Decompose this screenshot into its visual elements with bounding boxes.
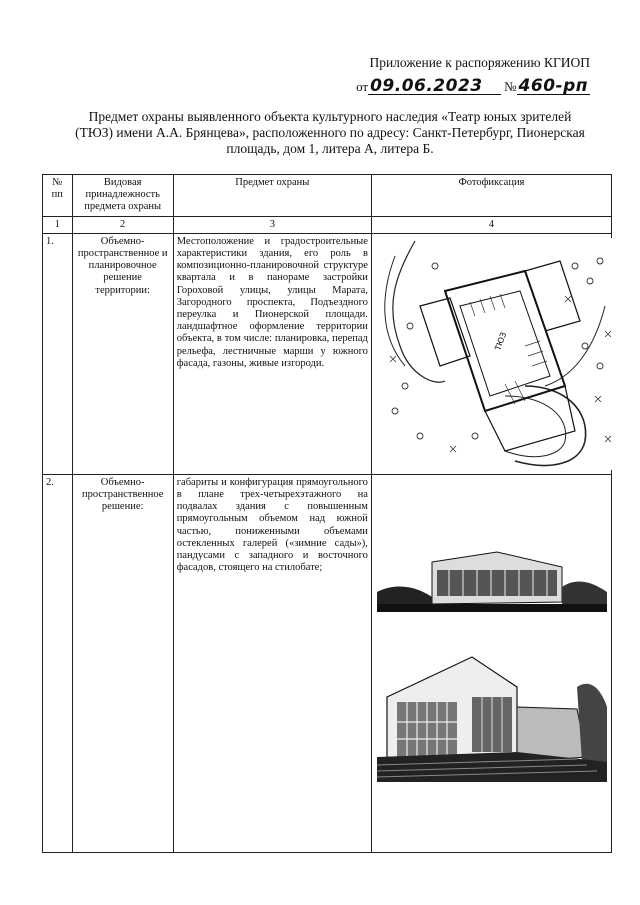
column-number: 1: [43, 216, 73, 233]
column-header-photo: Фотофиксация: [371, 175, 611, 217]
table-header-row: [43, 175, 612, 217]
order-date: 09.06.2023: [370, 76, 483, 96]
row-category: Объемно-пространственное решение:: [72, 474, 173, 852]
column-header-category: Видовая принадлежность предмета охраны: [72, 175, 173, 217]
column-number: 2: [72, 216, 173, 233]
column-number-row: [43, 216, 612, 233]
column-header-subject: Предмет охраны: [173, 175, 371, 217]
building-photo-2: [377, 647, 607, 782]
document-header: [356, 55, 590, 95]
column-number: 4: [371, 216, 611, 233]
from-label: от: [356, 79, 369, 94]
column-header-number: № пп: [43, 175, 73, 217]
site-plan-image: [375, 236, 621, 472]
photo-cell: [371, 474, 611, 852]
row-number: 1.: [43, 233, 73, 474]
row-subject: габариты и конфигурация прямоугольного в плане трех-четырехэтажного на подвалах здания с повышенным прямоугольным объемом над южной частью, пониженными объемами остекленных галерей («зимние сады»), пандусами с западного и восточного фасадов, стоящего на стилобате;: [173, 474, 371, 852]
table-row: [43, 474, 612, 852]
order-number: 460-рп: [518, 76, 588, 96]
order-reference: [356, 76, 590, 96]
row-category: Объемно-пространственное и планировочное решение территории:: [72, 233, 173, 474]
number-label: №: [504, 79, 517, 94]
table-row: [43, 233, 612, 474]
svg-text:ТЮЗ: ТЮЗ: [493, 330, 509, 352]
building-photo-1: [377, 532, 607, 612]
document-title: Предмет охраны выявленного объекта культурного наследия «Театр юных зрителей (ТЮЗ) имени А.А. Брянцева», расположенного по адресу: Санкт-Петербург, Пионерская площадь, дом 1, литера А, литера Б.: [75, 109, 585, 156]
row-number: 2.: [43, 474, 73, 852]
photo-cell: [371, 233, 611, 474]
appendix-caption: Приложение к распоряжению КГИОП: [369, 55, 590, 70]
row-subject: Местоположение и градостроительные характеристики здания, его роль в композиционно-планировочной структуре квартала и в панораме застройки Гороховой улицы, улицы Марата, Загородного проспекта, Подъездного переулка и Пионерской площади. ландшафтное оформление территории объекта, в том числе: планировка, перепад рельефа, лестничные марши у южного фасада, газоны, живые изгороди.: [173, 233, 371, 474]
column-number: 3: [173, 216, 371, 233]
protection-table: [42, 174, 612, 853]
